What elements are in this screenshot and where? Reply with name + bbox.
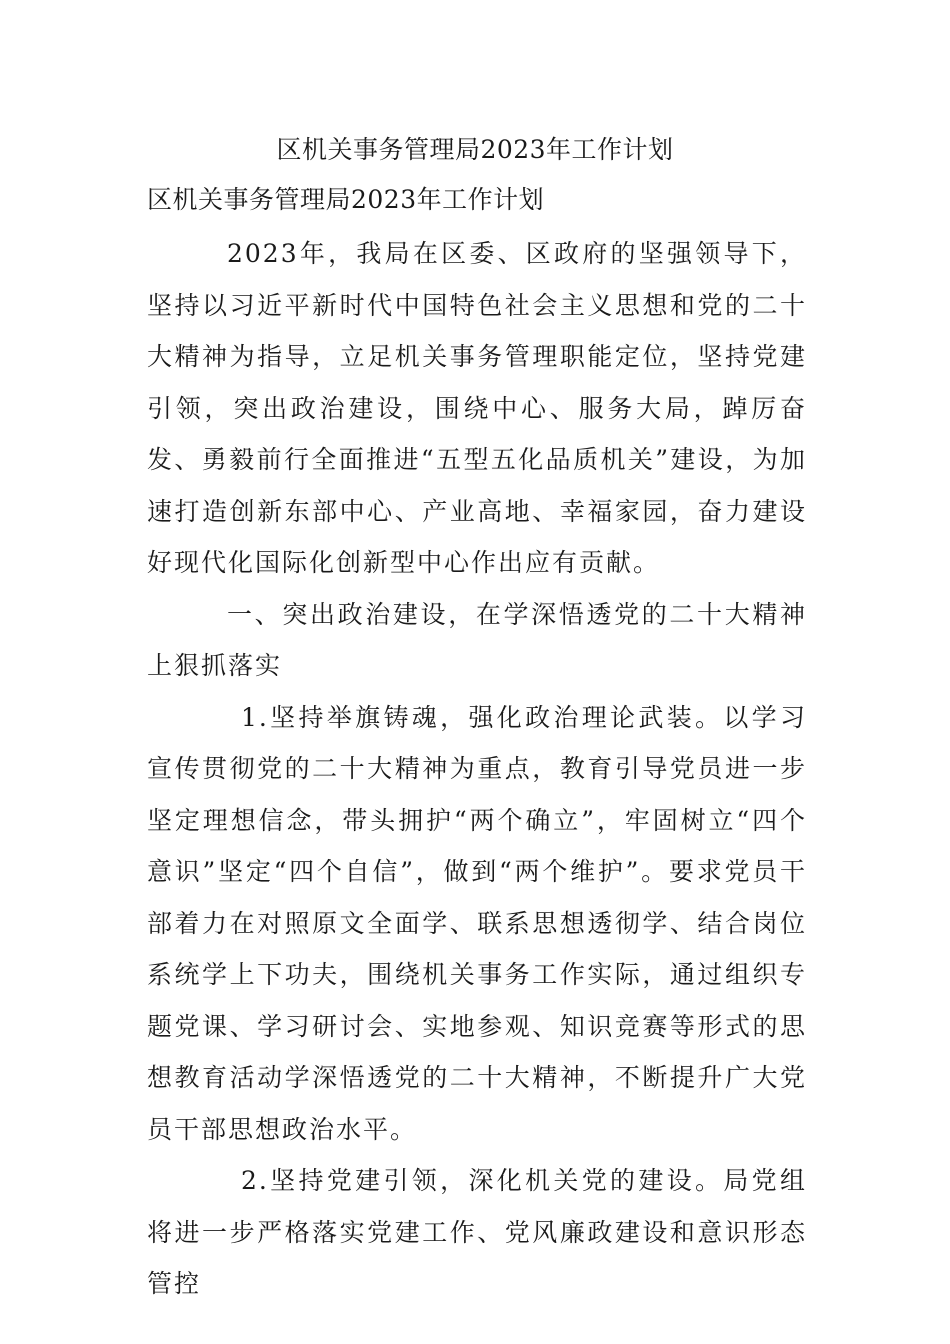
document-body xyxy=(147,228,807,1310)
body-paragraph-item-2: 2.坚持党建引领，深化机关党的建设。局党组将进一步严格落实党建工作、党风廉政建设和意识形态管控 xyxy=(147,1166,807,1298)
document-subtitle: 区机关事务管理局2023年工作计划 xyxy=(147,185,545,214)
body-paragraph-item-1: 1.坚持举旗铸魂，强化政治理论武装。以学习宣传贯彻党的二十大精神为重点，教育引导党员进一步坚定理想信念，带头拥护“两个确立”，牢固树立“四个意识”坚定“四个自信”，做到“两个维护”。要求党员干部着力在对照原文全面学、联系思想透彻学、结合岗位系统学上下功夫，围绕机关事务工作实际，通过组织专题党课、学习研讨会、实地参观、知识竞赛等形式的思想教育活动学深悟透党的二十大精神，不断提升广大党员干部思想政治水平。 xyxy=(147,702,807,1144)
document-title: 区机关事务管理局2023年工作计划 xyxy=(276,135,674,164)
section-heading-1: 一、突出政治建设，在学深悟透党的二十大精神上狠抓落实 xyxy=(147,599,807,680)
intro-paragraph: 2023年，我局在区委、区政府的坚强领导下，坚持以习近平新时代中国特色社会主义思想和党的二十大精神为指导，立足机关事务管理职能定位，坚持党建引领，突出政治建设，围绕中心、服务大局，踔厉奋发、勇毅前行全面推进“五型五化品质机关”建设，为加速打造创新东部中心、产业高地、幸福家园，奋力建设好现代化国际化创新型中心作出应有贡献。 xyxy=(147,239,807,577)
